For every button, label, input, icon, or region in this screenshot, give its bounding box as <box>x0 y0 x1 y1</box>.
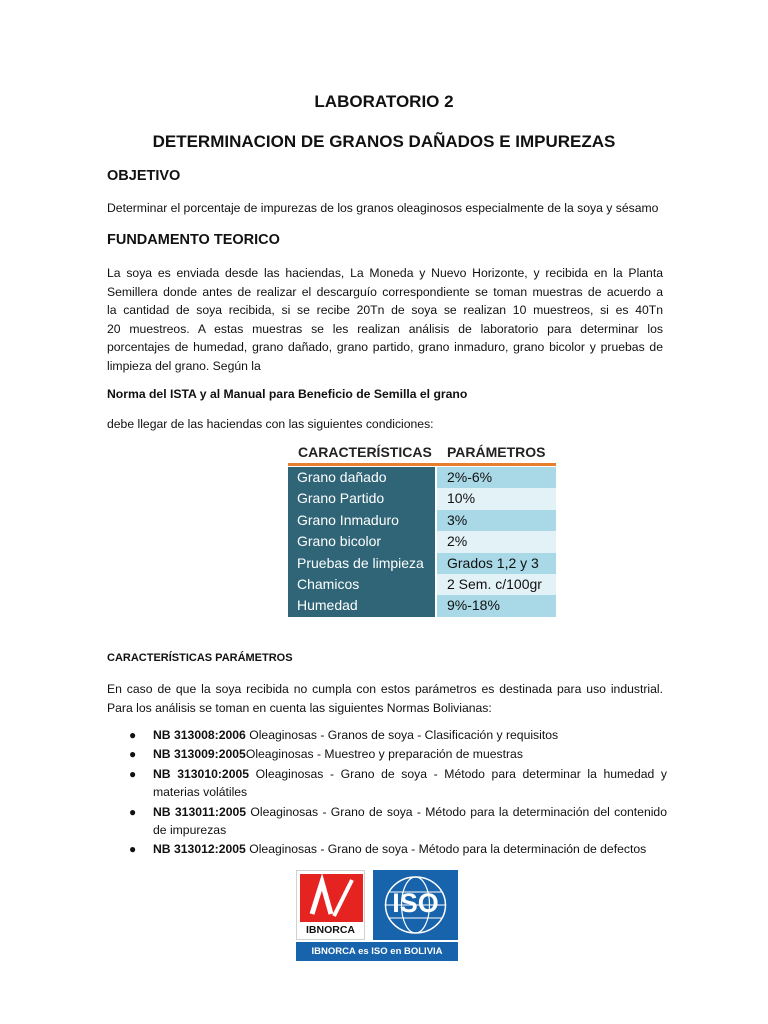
table-cell-parameter: 2 Sem. c/100gr <box>437 574 556 595</box>
table-row <box>288 488 556 509</box>
table-cell-parameter: 2% <box>437 531 556 552</box>
list-item <box>107 840 667 858</box>
norma-text: Norma del ISTA y al Manual para Beneficio de Semilla el grano <box>107 387 468 401</box>
norma-desc: Oleaginosas - Grano de soya - Método para la determinación de defectos <box>245 842 647 857</box>
fundamento-line: limpieza del grano. Según la <box>107 358 261 373</box>
debe-text: debe llegar de las haciendas con las siguientes condiciones: <box>107 417 434 431</box>
norma-desc-cont: de impurezas <box>153 823 227 838</box>
table-row <box>288 553 556 574</box>
norma-desc: Oleaginosas - Muestreo y preparación de muestras <box>245 747 523 762</box>
ibnorca-logo <box>296 870 365 940</box>
ibnorca-mark-icon <box>300 874 363 922</box>
norma-desc: Oleaginosas - Grano de soya - Método para determinar la humedad y <box>249 766 667 781</box>
fundamento-line: 20 muestreos. A estas muestras se les realizan análisis de laboratorio para determinar los <box>107 321 663 336</box>
table-caption: CARACTERÍSTICAS PARÁMETROS <box>107 652 293 664</box>
table-header-characteristics: CARACTERÍSTICAS <box>298 444 432 460</box>
list-item <box>107 803 667 840</box>
table-cell-characteristic: Grano dañado <box>288 467 435 488</box>
table-cell-characteristic: Grano Inmaduro <box>288 510 435 531</box>
list-item <box>107 726 667 744</box>
list-item <box>107 765 667 802</box>
bullet-icon: ● <box>129 842 137 857</box>
bullet-icon: ● <box>129 766 137 781</box>
table-body <box>288 467 556 617</box>
caso-line: En caso de que la soya recibida no cumpla con estos parámetros es destinada para uso industrial. <box>107 682 663 696</box>
fundamento-heading: FUNDAMENTO TEORICO <box>107 232 280 248</box>
table-cell-parameter: 9%-18% <box>437 595 556 616</box>
table-cell-characteristic: Pruebas de limpieza <box>288 553 435 574</box>
table-row <box>288 467 556 488</box>
fundamento-line: La soya es enviada desde las haciendas, La Moneda y Nuevo Horizonte, y recibida en la Planta <box>107 266 663 280</box>
objective-text: Determinar el porcentaje de impurezas de los granos oleaginosos especialmente de la soya y sésamo <box>107 201 659 215</box>
iso-logo-text: ISO <box>392 888 439 918</box>
normas-list <box>107 726 667 860</box>
caso-line: Para los análisis se toman en cuenta las siguientes Normas Bolivianas: <box>107 700 492 715</box>
fundamento-line: porcentajes de humedad, grano dañado, grano partido, grano inmaduro, grano bicolor y pruebas de <box>107 340 663 355</box>
table-header-parameters: PARÁMETROS <box>447 444 546 460</box>
norma-code: NB 313011:2005 <box>153 804 247 819</box>
table-cell-characteristic: Grano bicolor <box>288 531 435 552</box>
document-subtitle: DETERMINACION DE GRANOS DAÑADOS E IMPUREZAS <box>152 132 616 151</box>
ibnorca-logo-text: IBNORCA <box>306 924 355 936</box>
bullet-icon: ● <box>129 728 137 742</box>
fundamento-line: Semillera donde antes de realizar el descarguío correspondiente se toman muestras de acuerdo a <box>107 284 663 299</box>
table-cell-parameter: Grados 1,2 y 3 <box>437 553 556 574</box>
table-cell-characteristic: Grano Partido <box>288 488 435 509</box>
table-row <box>288 595 556 616</box>
table-cell-parameter: 2%-6% <box>437 467 556 488</box>
norma-desc: Oleaginosas - Granos de soya - Clasificación y requisitos <box>245 728 559 742</box>
table-row <box>288 574 556 595</box>
bullet-icon: ● <box>129 804 137 819</box>
norma-desc: Oleaginosas - Grano de soya - Método para la determinación del contenido <box>246 804 667 819</box>
bullet-icon: ● <box>129 747 137 762</box>
table-row <box>288 510 556 531</box>
logo-caption: IBNORCA es ISO en BOLIVIA <box>296 942 458 961</box>
table-cell-parameter: 3% <box>437 510 556 531</box>
list-item <box>107 745 667 763</box>
caso-paragraph <box>107 680 663 717</box>
document-title: LABORATORIO 2 <box>314 92 454 111</box>
iso-logo <box>373 870 458 940</box>
fundamento-line: la cantidad de soya recibida, si se recibe 20Tn de soya se realizan 10 muestreos, si es 40Tn <box>107 303 663 318</box>
table-header <box>288 441 556 466</box>
table-cell-parameter: 10% <box>437 488 556 509</box>
norma-code: NB 313012:2005 <box>153 842 246 857</box>
fundamento-paragraph <box>107 264 663 376</box>
table-cell-characteristic: Chamicos <box>288 574 435 595</box>
norma-code: NB 313008:2006 <box>153 728 246 742</box>
table-cell-characteristic: Humedad <box>288 595 435 616</box>
norma-code: NB 313010:2005 <box>153 766 250 781</box>
norma-code: NB 313009:2005 <box>153 747 246 762</box>
objective-heading: OBJETIVO <box>107 168 181 184</box>
norma-desc-cont: materias volátiles <box>153 785 248 800</box>
table-row <box>288 531 556 552</box>
parameters-table <box>288 441 556 619</box>
